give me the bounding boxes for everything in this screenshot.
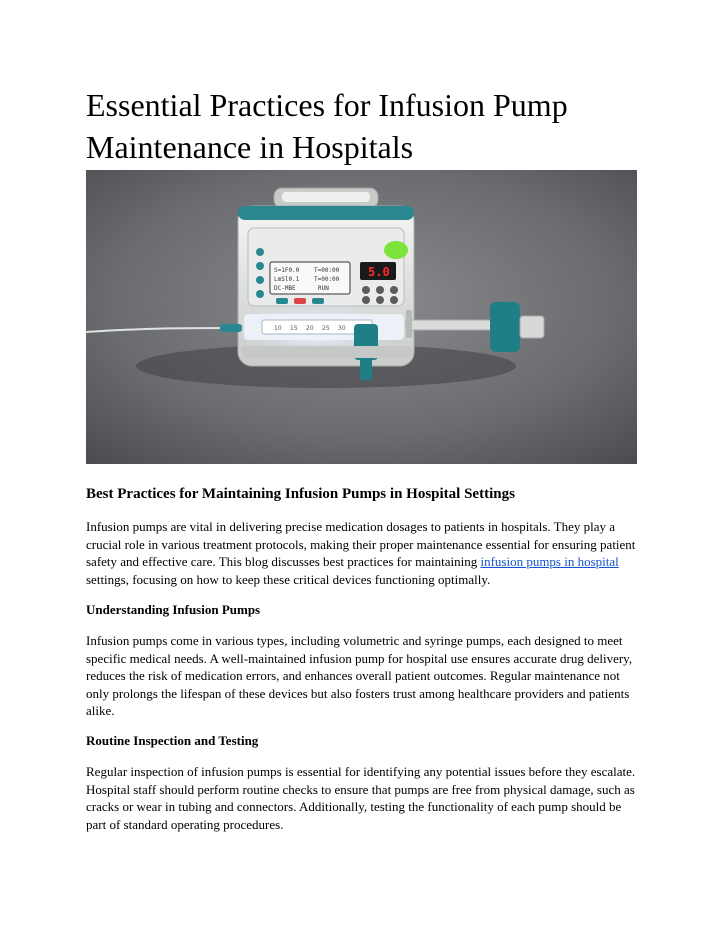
- article-title: Essential Practices for Infusion Pump Maintenance in Hospitals: [86, 87, 568, 165]
- status-indicator-light: [384, 241, 408, 259]
- intro-text-before: Infusion pumps are vital in delivering precise medication dosages to patients in hospitals. They play a crucial role in various treatment protocols, making their proper maintenance essential for ensuring patient safety and effective care. This blog discusses best practices for maintaining: [86, 519, 636, 569]
- lcd-line-3: DC-MBE: [274, 285, 296, 292]
- paragraph-inspection: Regular inspection of infusion pumps is essential for identifying any potential issues before they escalate. Hospital staff should perform routine checks to ensure that pumps are free from physical damage, such as cracks or wear in tubing and connectors. Additionally, testing the functionality of each pump should be part of standard operating procedures.: [86, 764, 636, 832]
- intro-paragraph: [86, 518, 637, 588]
- lcd-line-2: LmSl0.1: [274, 276, 300, 283]
- scale-mark: 20: [306, 325, 314, 332]
- scale-mark: 10: [274, 325, 282, 332]
- section-heading: Best Practices for Maintaining Infusion Pumps in Hospital Settings: [86, 486, 515, 502]
- subheading-understanding: Understanding Infusion Pumps: [86, 602, 261, 617]
- infusion-pumps-link[interactable]: infusion pumps in hospital: [480, 554, 619, 569]
- lcd-right-1: T=00:00: [314, 267, 340, 274]
- intro-text-after: settings, focusing on how to keep these critical devices functioning optimally.: [86, 571, 491, 587]
- subheading-inspection: Routine Inspection and Testing: [86, 733, 259, 748]
- scale-mark: 15: [290, 325, 298, 332]
- lcd-right-3: RUN: [318, 285, 329, 292]
- rate-readout: 5.0: [368, 265, 390, 279]
- infusion-pump-photo: [86, 170, 637, 464]
- lcd-right-2: T=00:00: [314, 276, 340, 283]
- scale-mark: 25: [322, 325, 330, 332]
- lcd-line-1: S=1F0.0: [274, 267, 300, 274]
- paragraph-understanding: Infusion pumps come in various types, including volumetric and syringe pumps, each designed to meet specific medical needs. A well-maintained infusion pump for hospital use ensures accurate drug delivery, reduces the risk of medication errors, and enhances overall patient outcomes. Regular maintenance not only prolongs the lifespan of these devices but also fosters trust among healthcare providers and patients alike.: [86, 633, 633, 718]
- scale-mark: 30: [338, 325, 346, 332]
